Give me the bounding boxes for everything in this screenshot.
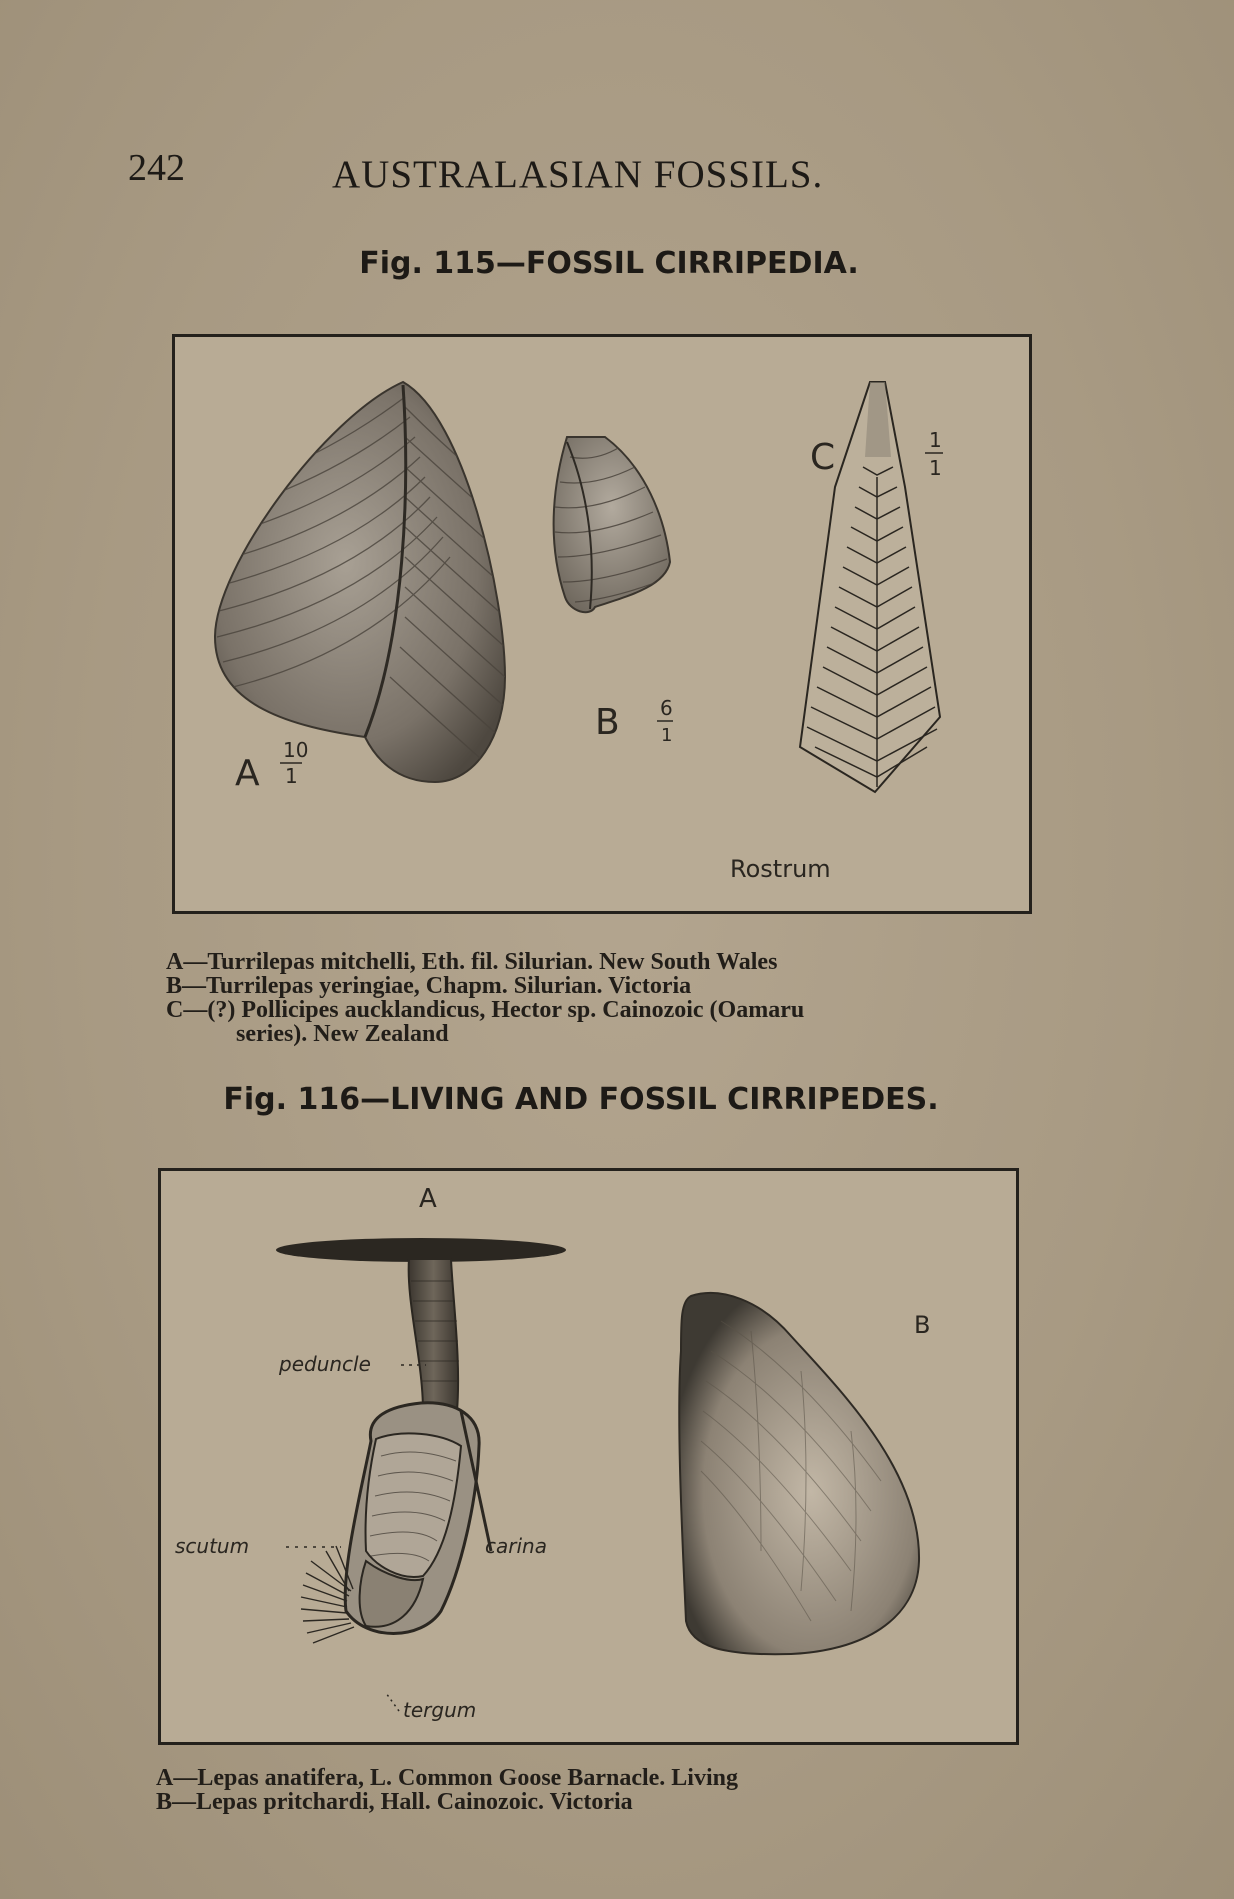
label-carina: carina	[485, 1534, 547, 1558]
label-tergum: tergum	[403, 1698, 477, 1722]
fossil-shell-a	[215, 382, 505, 782]
label-b: B	[595, 702, 620, 743]
scale-b-numerator: 6	[660, 696, 673, 720]
running-title: AUSTRALASIAN FOSSILS.	[332, 153, 824, 196]
figure-116-illustration	[161, 1171, 1016, 1742]
label-peduncle: peduncle	[279, 1352, 371, 1376]
label-a: A	[235, 753, 260, 794]
page-number: 242	[128, 147, 185, 189]
label-rostrum: Rostrum	[730, 855, 831, 883]
label-b: B	[914, 1311, 931, 1339]
label-c: C	[810, 437, 836, 478]
label-scutum: scutum	[175, 1534, 250, 1558]
caption-line-b: B—Turrilepas yeringiae, Chapm. Silurian. Victoria	[166, 973, 692, 999]
scale-c-numerator: 1	[929, 428, 942, 452]
scale-c-denominator: 1	[929, 456, 942, 480]
cirri	[301, 1546, 354, 1643]
figure-115-title: Fig. 115—FOSSIL CIRRIPEDIA.	[359, 246, 859, 281]
figure-116-caption	[156, 1766, 738, 1814]
figure-116-plate	[158, 1168, 1019, 1745]
goose-barnacle-drawing	[276, 1238, 566, 1643]
caption-line-a: A—Turrilepas mitchelli, Eth. fil. Silurian. New South Wales	[166, 949, 778, 975]
caption-line-c: C—(?) Pollicipes aucklandicus, Hector sp. Cainozoic (Oamaru	[166, 997, 805, 1023]
figure-115-illustration	[175, 337, 1029, 911]
scale-a-numerator: 10	[283, 738, 309, 762]
caption-line-b: B—Lepas pritchardi, Hall. Cainozoic. Victoria	[156, 1789, 633, 1815]
scale-b-denominator: 1	[661, 725, 673, 746]
fossil-plate-b	[679, 1293, 919, 1654]
label-a: A	[419, 1184, 437, 1214]
figure-115-caption	[166, 950, 804, 1046]
fossil-shell-b	[554, 437, 670, 612]
caption-line-a: A—Lepas anatifera, L. Common Goose Barnacle. Living	[156, 1765, 738, 1791]
tergum-leader	[386, 1693, 399, 1711]
caption-line-c-continued: series). New Zealand	[236, 1021, 449, 1047]
scale-a-denominator: 1	[285, 764, 298, 788]
figure-116-title: Fig. 116—LIVING AND FOSSIL CIRRIPEDES.	[223, 1082, 939, 1117]
peduncle-stalk	[409, 1259, 458, 1411]
figure-115-plate	[172, 334, 1032, 914]
